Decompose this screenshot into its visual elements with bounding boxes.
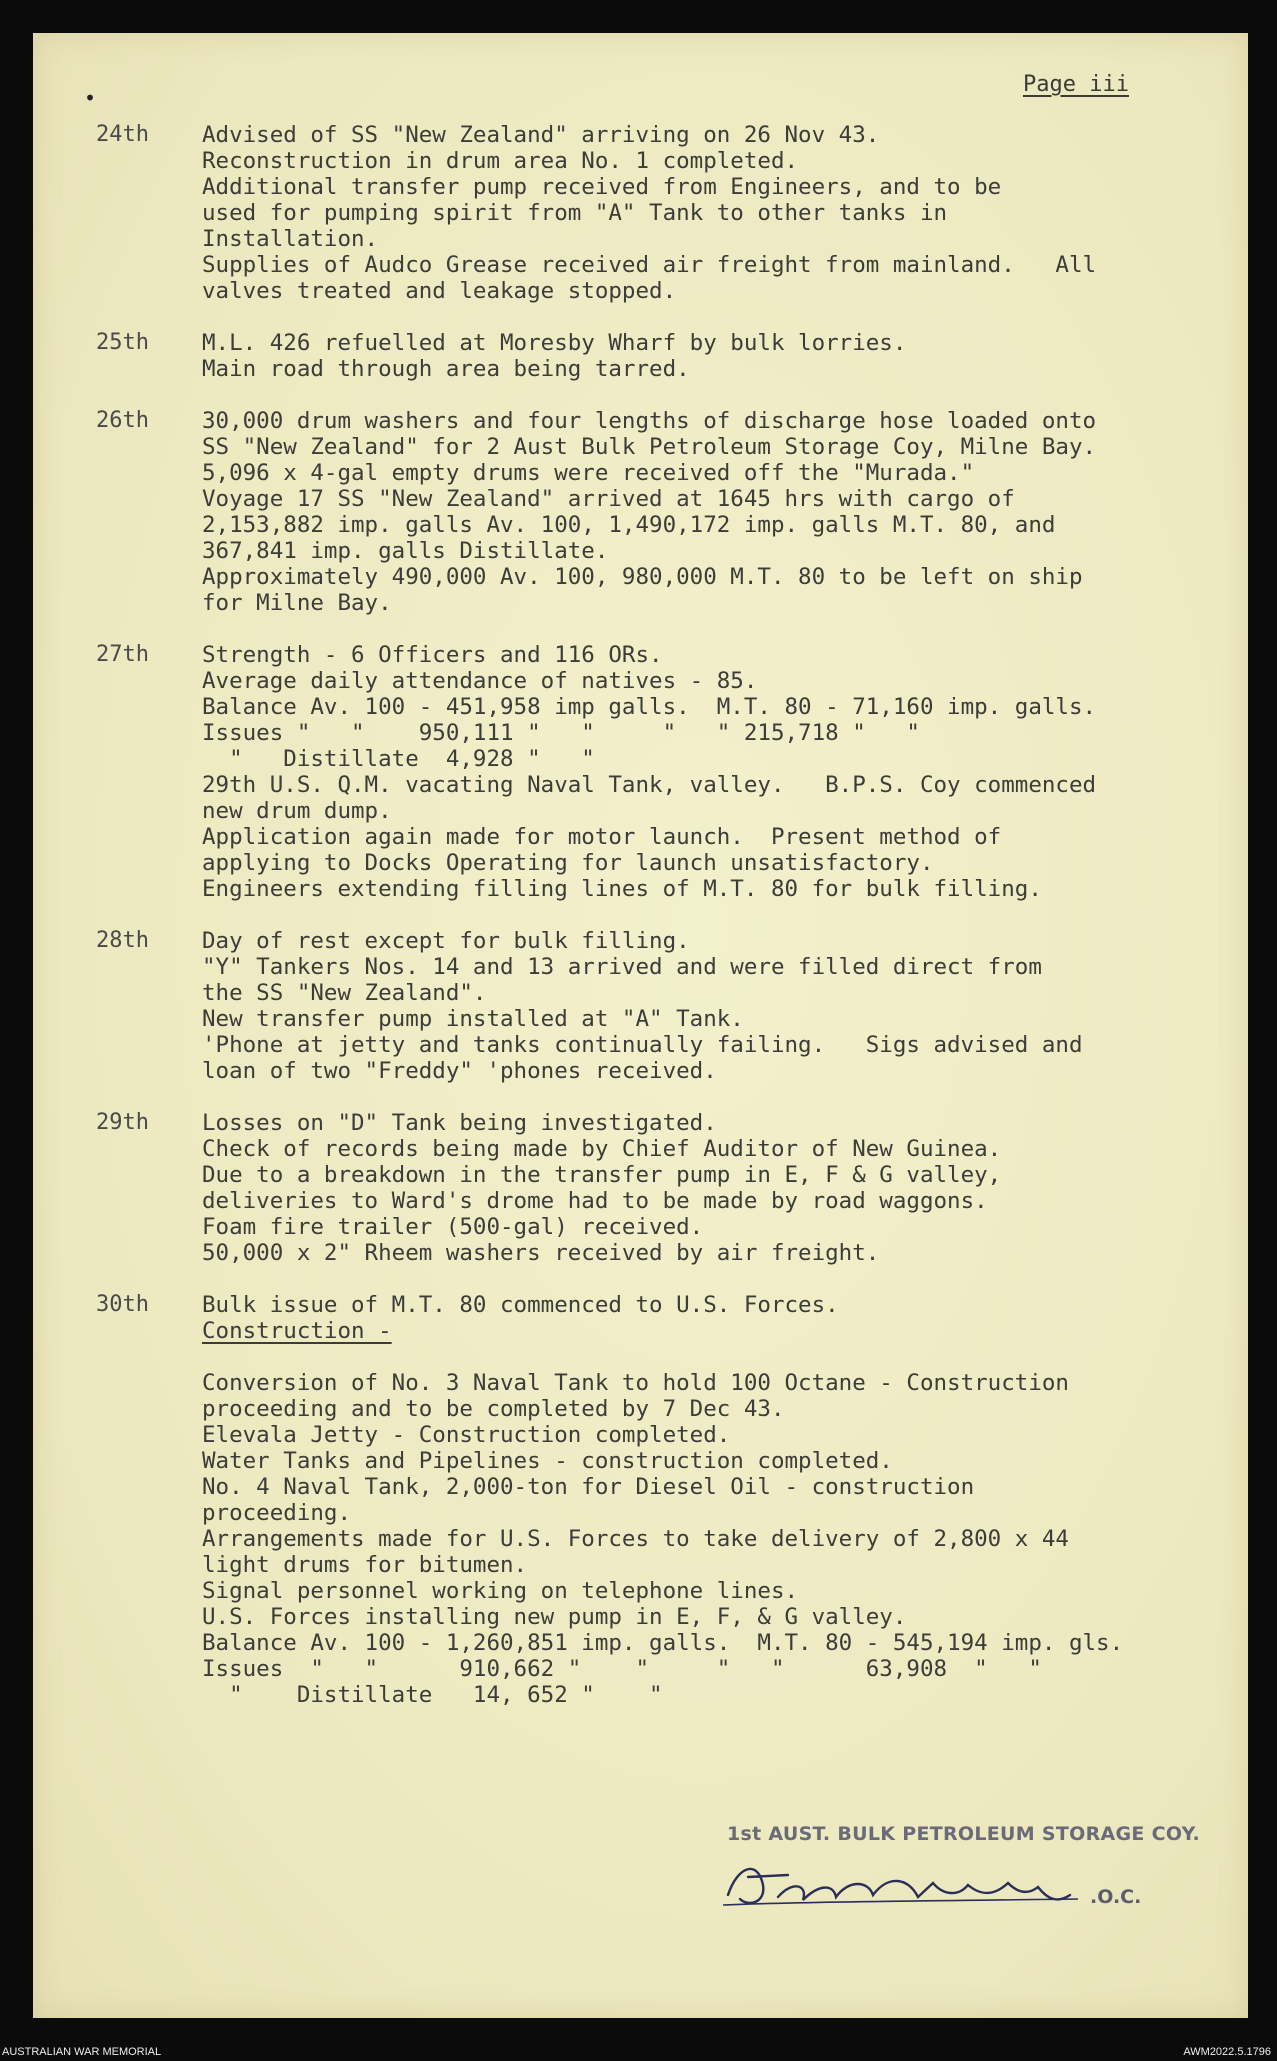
entry-line-text: Approximately 490,000 Av. 100, 980,000 M.T. 80 to be left on ship bbox=[202, 564, 1083, 590]
entry-line bbox=[202, 434, 1096, 460]
entry-line bbox=[202, 538, 1096, 564]
entry-line-text: 'Phone at jetty and tanks continually failing. Sigs advised and bbox=[202, 1032, 1083, 1058]
entry-line-text: Balance Av. 100 - 1,260,851 imp. galls. M.T. 80 - 545,194 imp. gls. bbox=[202, 1630, 1124, 1656]
entry-line bbox=[202, 174, 1096, 200]
entry-date: 27th bbox=[96, 642, 149, 667]
page-number: Page iii bbox=[1023, 72, 1129, 97]
entry-line-text: Balance Av. 100 - 451,958 imp galls. M.T. 80 - 71,160 imp. galls. bbox=[202, 694, 1097, 720]
entry-line bbox=[202, 1188, 1001, 1214]
entry-line-text: Average daily attendance of natives - 85. bbox=[202, 668, 758, 694]
entry-line bbox=[202, 1058, 1083, 1084]
entry-line-text: proceeding. bbox=[202, 1500, 352, 1526]
entry-text bbox=[202, 928, 1083, 1084]
entry-line-text: Advised of SS "New Zealand" arriving on 26 Nov 43. bbox=[202, 122, 880, 148]
entry-line-text: Foam fire trailer (500-gal) received. bbox=[202, 1214, 704, 1240]
footer-archive-name: AUSTRALIAN WAR MEMORIAL bbox=[2, 2046, 162, 2058]
entry-line bbox=[202, 1682, 1123, 1708]
entry-text bbox=[202, 642, 1096, 902]
footer-reference: AWM2022.5.1796 bbox=[1183, 2046, 1271, 2058]
entry-line-text: 367,841 imp. galls Distillate. bbox=[202, 538, 609, 564]
unit-stamp: 1st AUST. BULK PETROLEUM STORAGE COY. bbox=[727, 1823, 1201, 1845]
entry-line-text: Additional transfer pump received from Engineers, and to be bbox=[202, 174, 1002, 200]
entry-line bbox=[202, 1604, 1123, 1630]
entry-line-text: Installation. bbox=[202, 226, 379, 252]
margin-mark: • bbox=[84, 86, 97, 110]
entry-line bbox=[202, 1032, 1083, 1058]
entry-line-text: Losses on "D" Tank being investigated. bbox=[202, 1110, 717, 1136]
entry-line-text: No. 4 Naval Tank, 2,000-ton for Diesel Oil - construction bbox=[202, 1474, 975, 1500]
entry-line bbox=[202, 1240, 1001, 1266]
entry-line-text: valves treated and leakage stopped. bbox=[202, 278, 677, 304]
entry-line-text: Voyage 17 SS "New Zealand" arrived at 1645 hrs with cargo of bbox=[202, 486, 1015, 512]
entry-line bbox=[202, 850, 1096, 876]
entry-line-text: 50,000 x 2" Rheem washers received by air freight. bbox=[202, 1240, 880, 1266]
entry-line bbox=[202, 1656, 1123, 1682]
entry-line-text: loan of two "Freddy" 'phones received. bbox=[202, 1058, 717, 1084]
entry-line-text: Signal personnel working on telephone lines. bbox=[202, 1578, 799, 1604]
entry-line bbox=[202, 226, 1096, 252]
entry-line-text: U.S. Forces installing new pump in E, F, & G valley. bbox=[202, 1604, 907, 1630]
entry-text bbox=[202, 1292, 1123, 1708]
entry-line-text: Supplies of Audco Grease received air freight from mainland. All bbox=[202, 252, 1097, 278]
entry-line bbox=[202, 668, 1096, 694]
entry-line-text: Main road through area being tarred. bbox=[202, 356, 690, 382]
entry-line bbox=[202, 1448, 1123, 1474]
entry-line bbox=[202, 356, 906, 382]
entry-date: 28th bbox=[96, 928, 149, 953]
entry-line bbox=[202, 694, 1096, 720]
entry-text bbox=[202, 330, 906, 382]
entry-line bbox=[202, 252, 1096, 278]
entry-date: 30th bbox=[96, 1292, 149, 1317]
entry-text bbox=[202, 122, 1096, 304]
entry-line bbox=[202, 408, 1096, 434]
entry-line bbox=[202, 1110, 1001, 1136]
entry-line bbox=[202, 642, 1096, 668]
entry-line-text: " Distillate 4,928 " " bbox=[202, 746, 595, 772]
entry-line bbox=[202, 772, 1096, 798]
entry-line-text: Application again made for motor launch. Present method of bbox=[202, 824, 1002, 850]
entry-line-text: for Milne Bay. bbox=[202, 590, 392, 616]
entry-line-text: Strength - 6 Officers and 116 ORs. bbox=[202, 642, 663, 668]
entry-line bbox=[202, 954, 1083, 980]
entry-line-text: 29th U.S. Q.M. vacating Naval Tank, valley. B.P.S. Coy commenced bbox=[202, 772, 1097, 798]
entry-line bbox=[202, 1006, 1083, 1032]
entry-line bbox=[202, 1370, 1123, 1396]
entry-line-text: Construction - bbox=[202, 1318, 392, 1344]
entry-line bbox=[202, 330, 906, 356]
entry-line-text: Arrangements made for U.S. Forces to take delivery of 2,800 x 44 bbox=[202, 1526, 1069, 1552]
entry-line-text: deliveries to Ward's drome had to be made by road waggons. bbox=[202, 1188, 988, 1214]
entry-date: 26th bbox=[96, 408, 149, 433]
entry-line bbox=[202, 928, 1083, 954]
entry-line-text: Elevala Jetty - Construction completed. bbox=[202, 1422, 731, 1448]
entry-line bbox=[202, 1292, 1123, 1318]
entry-line bbox=[202, 564, 1096, 590]
entry-line bbox=[202, 1318, 1123, 1344]
entry-line-text: the SS "New Zealand". bbox=[202, 980, 487, 1006]
entry-line-text: Bulk issue of M.T. 80 commenced to U.S. Forces. bbox=[202, 1292, 839, 1318]
entry-line-text: 5,096 x 4-gal empty drums were received off the "Murada." bbox=[202, 460, 975, 486]
entry-line bbox=[202, 486, 1096, 512]
entry-date: 24th bbox=[96, 122, 149, 147]
entry-line bbox=[202, 512, 1096, 538]
entry-line bbox=[202, 824, 1096, 850]
entry-date: 29th bbox=[96, 1110, 149, 1135]
entry-line bbox=[202, 1552, 1123, 1578]
entry-line bbox=[202, 1214, 1001, 1240]
entry-line-text: " Distillate 14, 652 " " bbox=[202, 1682, 663, 1708]
entry-line-text: light drums for bitumen. bbox=[202, 1552, 528, 1578]
entry-date: 25th bbox=[96, 330, 149, 355]
entry-line-text: Issues " " 910,662 " " " " 63,908 " " bbox=[202, 1656, 1042, 1682]
entry-line bbox=[202, 1474, 1123, 1500]
entry-line-text: SS "New Zealand" for 2 Aust Bulk Petroleum Storage Coy, Milne Bay. bbox=[202, 434, 1097, 460]
entry-line bbox=[202, 200, 1096, 226]
entry-line bbox=[202, 122, 1096, 148]
entry-line bbox=[202, 1630, 1123, 1656]
entry-line bbox=[202, 980, 1083, 1006]
entry-line-text: 30,000 drum washers and four lengths of discharge hose loaded onto bbox=[202, 408, 1097, 434]
entry-line-text: used for pumping spirit from "A" Tank to other tanks in bbox=[202, 200, 948, 226]
entry-line-text: new drum dump. bbox=[202, 798, 392, 824]
entry-line bbox=[202, 1344, 1123, 1370]
entry-line bbox=[202, 1578, 1123, 1604]
entry-line bbox=[202, 1422, 1123, 1448]
entry-line-text: Engineers extending filling lines of M.T. 80 for bulk filling. bbox=[202, 876, 1042, 902]
entry-line-text: applying to Docks Operating for launch unsatisfactory. bbox=[202, 850, 934, 876]
entry-line-text: Conversion of No. 3 Naval Tank to hold 100 Octane - Construction bbox=[202, 1370, 1069, 1396]
entry-line-text: Water Tanks and Pipelines - construction completed. bbox=[202, 1448, 893, 1474]
handwritten-signature bbox=[718, 1855, 1098, 1919]
entry-line bbox=[202, 720, 1096, 746]
entry-line bbox=[202, 876, 1096, 902]
entry-line bbox=[202, 1500, 1123, 1526]
entry-line bbox=[202, 746, 1096, 772]
entry-line bbox=[202, 1162, 1001, 1188]
entry-line-text: "Y" Tankers Nos. 14 and 13 arrived and were filled direct from bbox=[202, 954, 1042, 980]
entry-line-text: New transfer pump installed at "A" Tank. bbox=[202, 1006, 744, 1032]
entry-line-text: Issues " " 950,111 " " " " 215,718 " " bbox=[202, 720, 920, 746]
entry-line bbox=[202, 278, 1096, 304]
entry-line-text: proceeding and to be completed by 7 Dec 43. bbox=[202, 1396, 785, 1422]
entry-line bbox=[202, 148, 1096, 174]
entry-line-text: 2,153,882 imp. galls Av. 100, 1,490,172 imp. galls M.T. 80, and bbox=[202, 512, 1056, 538]
entry-line bbox=[202, 1136, 1001, 1162]
entry-text bbox=[202, 1110, 1001, 1266]
entry-line-text: Check of records being made by Chief Auditor of New Guinea. bbox=[202, 1136, 1002, 1162]
entry-line-text: Day of rest except for bulk filling. bbox=[202, 928, 690, 954]
entry-text bbox=[202, 408, 1096, 616]
entry-line bbox=[202, 798, 1096, 824]
entry-line-text: M.L. 426 refuelled at Moresby Wharf by bulk lorries. bbox=[202, 330, 907, 356]
entry-line-text: Due to a breakdown in the transfer pump in E, F & G valley, bbox=[202, 1162, 1002, 1188]
entry-line bbox=[202, 1526, 1123, 1552]
entry-line bbox=[202, 590, 1096, 616]
entry-line bbox=[202, 1396, 1123, 1422]
officer-commanding-label: .O.C. bbox=[1090, 1886, 1142, 1908]
entry-line bbox=[202, 460, 1096, 486]
entry-line-text: Reconstruction in drum area No. 1 completed. bbox=[202, 148, 799, 174]
